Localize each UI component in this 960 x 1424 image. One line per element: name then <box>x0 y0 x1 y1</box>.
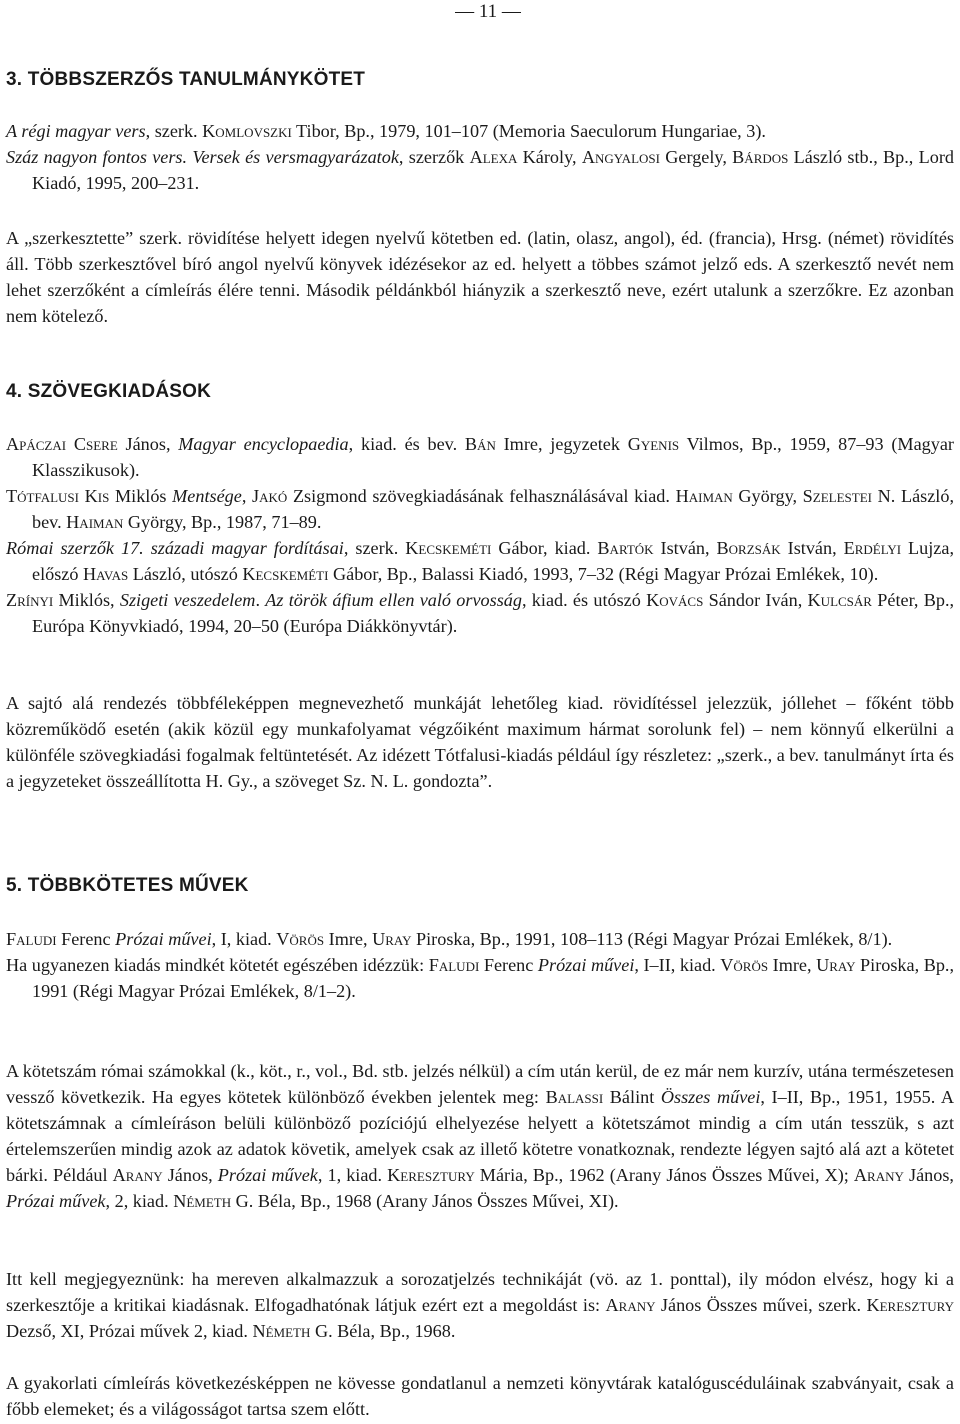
author-name: Vörös <box>276 929 325 949</box>
italic-title: Prózai művek <box>6 1191 106 1211</box>
text-run: László stb., Bp., Lord Kiadó, 1995, 200–231. <box>32 147 954 193</box>
author-name: Tótfalusi Kis <box>6 486 110 506</box>
text-run: Ferenc <box>479 955 538 975</box>
author-name: Apáczai Csere <box>6 434 118 454</box>
reference-entry <box>6 587 954 639</box>
text-run: G. Béla, Bp., 1968. <box>310 1321 456 1341</box>
italic-title: Prózai művek <box>217 1165 318 1185</box>
text-run: Tibor, Bp., 1979, 101–107 (Memoria Saeculorum Hungariae, 3). <box>291 121 766 141</box>
author-name: Arany <box>853 1165 904 1185</box>
italic-title: Prózai művei <box>115 929 212 949</box>
author-name: Alexa <box>469 147 518 167</box>
author-name: Arany <box>112 1165 163 1185</box>
text-run: Lujza, előszó <box>32 538 955 584</box>
text-run: , <box>241 486 253 506</box>
reference-entry <box>6 483 954 535</box>
author-name: Borzsák <box>716 538 781 558</box>
text-run: , I–II, kiad. <box>634 955 721 975</box>
text-run: , I, kiad. <box>211 929 277 949</box>
author-name: Kecskeméti <box>242 564 329 584</box>
author-name: Havas <box>83 564 129 584</box>
author-name: Keresztury <box>387 1165 475 1185</box>
text-run: Gergely, <box>659 147 733 167</box>
text-run: , szerzők <box>398 147 470 167</box>
italic-title: Magyar encyclopaedia <box>178 434 349 454</box>
text-run: Péter, Bp., Európa Könyvkiadó, 1994, 20–50 (Európa Diákkönyvtár). <box>32 590 955 636</box>
text-run: István, <box>780 538 844 558</box>
reference-entry <box>6 431 954 483</box>
text-run: Piroska, Bp., 1991 (Régi Magyar Prózai Emlékek, 8/1–2). <box>32 955 955 1001</box>
page-number: — 11 — <box>455 1 521 22</box>
italic-title: Száz nagyon fontos vers. Versek és versmagyarázatok <box>6 147 399 167</box>
section-3-heading: 3. TÖBBSZERZŐS TANULMÁNYKÖTET <box>6 69 366 90</box>
author-name: Németh <box>173 1191 232 1211</box>
text-run: G. Béla, Bp., 1968 (Arany János Összes Művei, XI). <box>231 1191 619 1211</box>
text-run: Bálint <box>603 1087 661 1107</box>
author-name: Keresztury <box>866 1295 955 1315</box>
text-run: János Összes művei, szerk. <box>655 1295 867 1315</box>
author-name: Kecskeméti <box>405 538 492 558</box>
text-run: Imre, <box>324 929 373 949</box>
text-run: Gábor, Bp., Balassi Kiadó, 1993, 7–32 (Régi Magyar Prózai Emlékek, 10). <box>328 564 879 584</box>
text-run: Sándor Iván, <box>703 590 808 610</box>
text-run: , I–II, Bp., 1951, 1955. A kötetszámnak a címleíráson belüli különböző pozíciójú elhelyezése helyett a kötetszámot mindig a cím után tesszük, s azt értelemszerűen mindig azok az adatok követik, amelyek csak az illető kötetre vonatkoznak, rendezte légyen sajtó alá azt a kötetet bárki. Például <box>6 1087 954 1185</box>
author-name: Uray <box>816 955 856 975</box>
author-name: Szelestei <box>802 486 872 506</box>
text-run: Ha ugyanezen kiadás mindkét kötetét egészében idézzük: <box>6 955 429 975</box>
italic-title: A régi magyar vers <box>6 121 146 141</box>
section-5-heading: 5. TÖBBKÖTETES MŰVEK <box>6 875 249 896</box>
text-run: , szerk. <box>145 121 203 141</box>
body-paragraph: A „szerkesztette” szerk. rövidítése helyett idegen nyelvű kötetben ed. (latin, olasz, angol), éd. (francia), Hrsg. (német) rövidítés áll. Több szerkesztővel bíró angol nyelvű könyvek idézésekor az ed. helyett a többes számot jelző eds. A szerkesztő nevét nem lehet szerzőként a címleírás élére tenni. Második példánkból hiányzik a szerkesztő neve, ezért utalunk a szerzőkre. Ez azonban nem kötelező. <box>6 228 954 326</box>
section-3-references <box>6 118 954 196</box>
text-run: , kiad. és bev. <box>348 434 465 454</box>
reference-entry <box>6 926 954 952</box>
reference-entry <box>6 535 954 587</box>
reference-entry <box>6 952 954 1004</box>
text-run: Dezső, XI, Prózai művek 2, kiad. <box>6 1321 253 1341</box>
reference-entry <box>6 144 954 196</box>
author-name: Komlovszki <box>202 121 292 141</box>
section-5-paragraph-3 <box>6 1370 954 1422</box>
author-name: Haiman <box>675 486 733 506</box>
italic-title: Összes művei <box>660 1087 761 1107</box>
text-run: Vilmos, Bp., 1959, 87–93 (Magyar Klasszikusok). <box>32 434 954 480</box>
text-run: Miklós, <box>53 590 120 610</box>
text-run: György, Bp., 1987, 71–89. <box>123 512 322 532</box>
text-run: János, <box>903 1165 954 1185</box>
author-name: Jakó <box>252 486 288 506</box>
text-run: Károly, <box>517 147 582 167</box>
text-run: N. László, bev. <box>32 486 954 532</box>
text-run: György, <box>732 486 803 506</box>
text-run: Miklós <box>109 486 173 506</box>
body-paragraph: A sajtó alá rendezés többféleképpen megnevezhető munkáját lehetőleg kiad. rövidítéssel jelezzük, jóllehet – főként több közreműködő esetén (akik közül egy munkafolyamat végzőiként maximum hármat sorolunk fel) – nem könnyű elkerülni a különféle szövegkiadási fogalmak feltüntetését. Az idézett Tótfalusi-kiadás például így részletez: „szerk., a bev. tanulmányt írta és a jegyzeteket összeállította H. Gy., a szöveget Sz. N. L. gondozta”. <box>6 693 954 791</box>
italic-title: Mentsége <box>172 486 242 506</box>
text-run: A kötetszám római számokkal (k., köt., r., vol., Bd. stb. jelzés nélkül) a cím után kerül, de ez már nem kurzív, utána természetesen vessző következik. Ha egyes kötetek különböző években jelentek meg: <box>6 1061 954 1107</box>
text-run: , szerk. <box>343 538 406 558</box>
author-name: Uray <box>372 929 412 949</box>
author-name: Bartók <box>597 538 654 558</box>
text-run: . <box>255 590 266 610</box>
text-run: Zsigmond szövegkiadásának felhasználásával kiad. <box>287 486 676 506</box>
text-run: Itt kell megjegyeznünk: ha mereven alkalmazzuk a sorozatjelzés technikáját (vö. az 1. ponttal), ily módon elvész, hogy ki a szerkesztője a kritikai kiadásnak. Elfogadhatónak látjuk ezért ezt a megoldást is: <box>6 1269 954 1315</box>
author-name: Gyenis <box>627 434 680 454</box>
author-name: Kovács <box>646 590 704 610</box>
author-name: Németh <box>252 1321 311 1341</box>
text-run: Piroska, Bp., 1991, 108–113 (Régi Magyar Prózai Emlékek, 8/1). <box>411 929 893 949</box>
author-name: Kulcsár <box>807 590 872 610</box>
author-name: Faludi <box>428 955 480 975</box>
section-4-paragraph <box>6 690 954 794</box>
text-run: , kiad. és utószó <box>521 590 647 610</box>
italic-title: Római szerzők 17. századi magyar fordításai <box>6 538 344 558</box>
section-5-references <box>6 926 954 1004</box>
text-run: István, <box>653 538 717 558</box>
author-name: Haiman <box>66 512 124 532</box>
author-name: Balassi <box>545 1087 604 1107</box>
reference-entry <box>6 118 954 144</box>
section-5-paragraph-1 <box>6 1058 954 1214</box>
text-run: János, <box>162 1165 218 1185</box>
text-run: , 2, kiad. <box>105 1191 174 1211</box>
text-run: Ferenc <box>56 929 116 949</box>
text-run: János, <box>117 434 179 454</box>
author-name: Angyalosi <box>581 147 660 167</box>
author-name: Zrínyi <box>6 590 54 610</box>
body-paragraph <box>6 1266 954 1344</box>
body-paragraph <box>6 1058 954 1214</box>
body-paragraph: A gyakorlati címleírás következésképpen ne kövesse gondatlanul a nemzeti könyvtárak katalóguscéduláinak szabványait, csak a főbb elemeket; és a világosságot tartsa szem előtt. <box>6 1373 954 1419</box>
text-run: Imre, jegyzetek <box>495 434 628 454</box>
text-run: László, utószó <box>128 564 243 584</box>
section-4-references <box>6 431 954 639</box>
author-name: Erdélyi <box>843 538 902 558</box>
author-name: Arany <box>605 1295 656 1315</box>
italic-title: Szigeti veszedelem <box>119 590 256 610</box>
text-run: Mária, Bp., 1962 (Arany János Összes Művei, X); <box>474 1165 854 1185</box>
author-name: Bán <box>464 434 496 454</box>
section-4-heading: 4. SZÖVEGKIADÁSOK <box>6 381 212 402</box>
text-run: Imre, <box>768 955 817 975</box>
text-run: , 1, kiad. <box>317 1165 388 1185</box>
italic-title: Az török áfium ellen való orvosság <box>265 590 522 610</box>
author-name: Faludi <box>6 929 57 949</box>
text-run: Gábor, kiad. <box>491 538 598 558</box>
author-name: Bárdos <box>732 147 789 167</box>
italic-title: Prózai művei <box>537 955 635 975</box>
section-5-paragraph-2 <box>6 1266 954 1344</box>
author-name: Vörös <box>720 955 769 975</box>
section-3-paragraph <box>6 225 954 329</box>
